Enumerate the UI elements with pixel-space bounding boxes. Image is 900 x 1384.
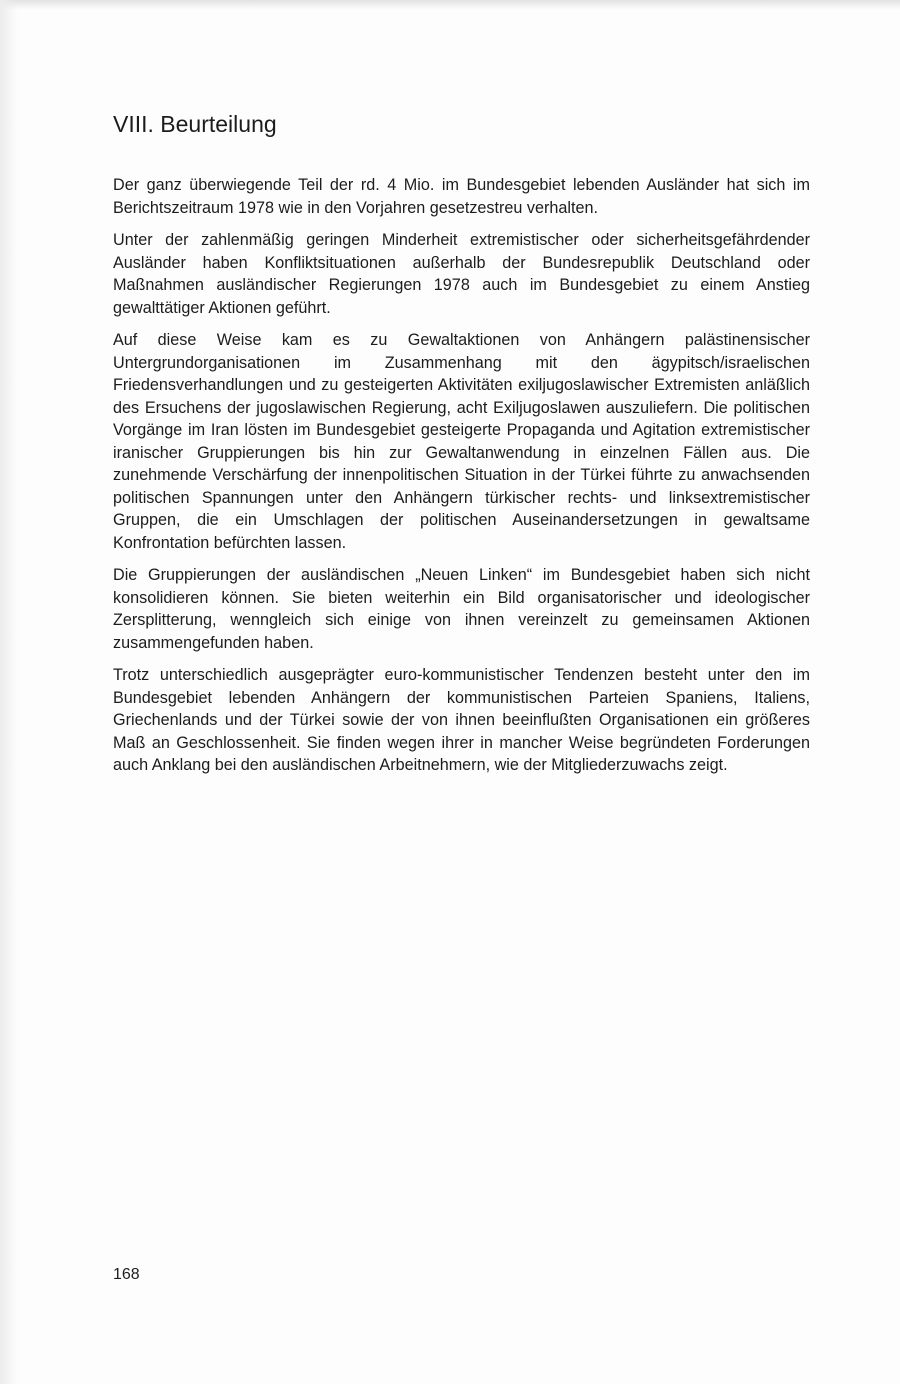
paragraph-4: Die Gruppierungen der ausländischen „Neuen Linken“ im Bundesgebiet haben sich nicht konsolidieren können. Sie bieten weiterhin ein Bild organisatorischer und ideologischer Zersplitterung, wenngleich sich einige von ihnen vereinzelt zu gemeinsamen Aktionen zusammengefunden haben. — [113, 566, 810, 652]
scan-edge-top — [0, 0, 900, 10]
scan-edge-left — [0, 0, 18, 1384]
section-heading: VIII. Beurteilung — [113, 111, 277, 137]
paragraph-3: Auf diese Weise kam es zu Gewaltaktionen von Anhängern palästinensischer Untergrundorganisationen im Zusammenhang mit den ägypitsch/israelischen Friedensverhandlungen und zu gesteigerten Aktivitäten exiljugoslawischer Extremisten anläßlich des Ersuchens der jugoslawischen Regierung, acht Exiljugoslawen auszuliefern. Die politischen Vorgänge im Iran lösten im Bundesgebiet gesteigerte Propaganda und Agitation extremistischer iranischer Gruppierungen bis hin zur Gewaltanwendung in einzelnen Fällen aus. Die zunehmende Verschärfung der innenpolitischen Situation in der Türkei führte zu anwachsenden politischen Spannungen unter den Anhängern türkischer rechts- und linksextremistischer Gruppen, die ein Umschlagen der politischen Auseinandersetzungen in gewaltsame Konfrontation befürchten lassen. — [113, 331, 810, 552]
paragraph-1: Der ganz überwiegende Teil der rd. 4 Mio. im Bundesgebiet lebenden Ausländer hat sich im Berichtszeitraum 1978 wie in den Vorjahren gesetzestreu verhalten. — [113, 176, 810, 217]
paragraph-5: Trotz unterschiedlich ausgeprägter euro-kommunistischer Tendenzen besteht unter den im Bundesgebiet lebenden Anhängern der kommunistischen Parteien Spaniens, Italiens, Griechenlands und der Türkei sowie der von ihnen beeinflußten Organisationen ein größeres Maß an Geschlossenheit. Sie finden wegen ihrer in mancher Weise begründeten Forderungen auch Anklang bei den ausländischen Arbeitnehmern, wie der Mitgliederzuwachs zeigt. — [113, 666, 810, 774]
page-number: 168 — [113, 1266, 140, 1283]
body-text — [113, 174, 810, 787]
paragraph-2: Unter der zahlenmäßig geringen Minderheit extremistischer oder sicherheitsgefährdender Ausländer haben Konfliktsituationen außerhalb der Bundesrepublik Deutschland oder Maßnahmen ausländischer Regierungen 1978 auch im Bundesgebiet zu einem Anstieg gewalttätiger Aktionen geführt. — [113, 231, 810, 317]
